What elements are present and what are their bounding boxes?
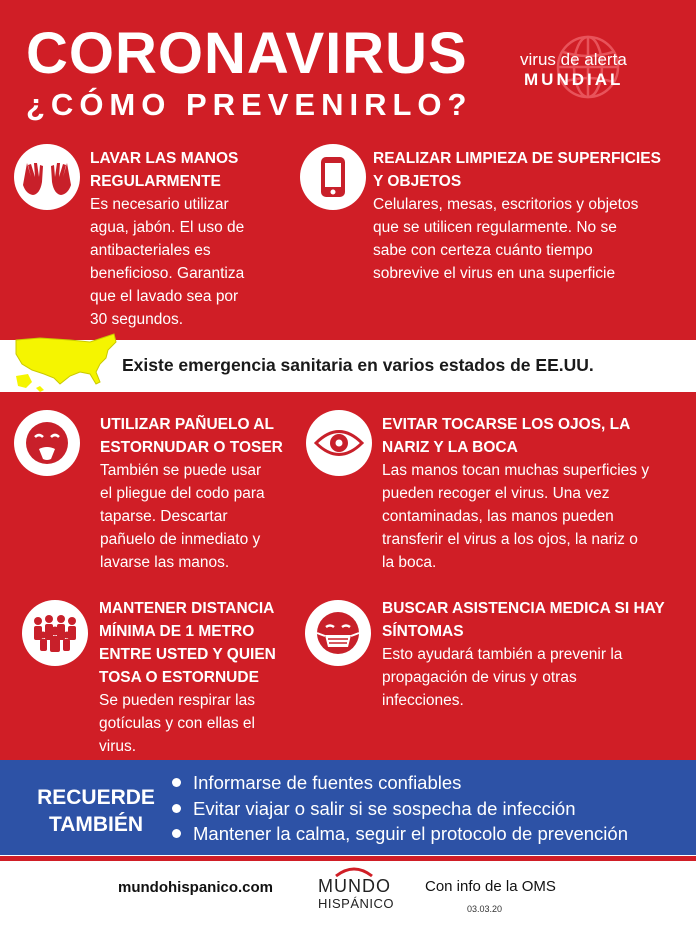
- crowd-icon: [22, 600, 88, 666]
- tip-body: que se utilicen regularmente. No se: [373, 219, 617, 236]
- tip-heading: Y OBJETOS: [373, 173, 462, 190]
- reminder-label-line2: TAMBIÉN: [48, 813, 144, 836]
- tip-body: 30 segundos.: [90, 311, 184, 328]
- tip-heading: SÍNTOMAS: [382, 623, 464, 640]
- footer-divider: [0, 856, 696, 861]
- tip-heading: REALIZAR LIMPIEZA DE SUPERFICIES: [373, 150, 661, 167]
- tip-body: contaminadas, las manos pueden: [382, 508, 614, 525]
- tip-handwashing: [90, 147, 244, 331]
- publish-date: 03.03.20: [467, 904, 503, 914]
- us-map-icon: [10, 328, 122, 396]
- tip-body: agua, jabón. El uso de: [90, 219, 245, 236]
- tip-body: infecciones.: [382, 692, 464, 709]
- reminder-label: [20, 784, 172, 838]
- mask-icon: [305, 600, 371, 666]
- tip-heading: NARIZ Y LA BOCA: [382, 439, 518, 456]
- bullet-icon: [172, 829, 181, 838]
- tip-body: propagación de virus y otras: [382, 669, 577, 686]
- tip-heading: TOSA O ESTORNUDE: [99, 669, 259, 686]
- emergency-banner-text: Existe emergencia sanitaria en varios estados de EE.UU.: [122, 355, 594, 375]
- hands-icon: [14, 144, 80, 210]
- alert-badge-line2: MUNDIAL: [524, 70, 624, 89]
- tip-tissue: [100, 413, 283, 574]
- tip-body: virus.: [99, 738, 137, 755]
- tip-body: el pliegue del codo para: [100, 485, 265, 502]
- tip-heading: ESTORNUDAR O TOSER: [100, 439, 283, 456]
- tip-heading: ENTRE USTED Y QUIEN: [99, 646, 276, 663]
- logo-line2: HISPÁNICO: [318, 896, 395, 911]
- tip-heading: LAVAR LAS MANOS: [90, 150, 239, 167]
- reminder-item-text: Informarse de fuentes confiables: [193, 772, 462, 793]
- tip-body: taparse. Descartar: [100, 508, 228, 525]
- page-subtitle: ¿CÓMO PREVENIRLO?: [26, 87, 473, 122]
- tip-body: sabe con certeza cuánto tiempo: [373, 242, 593, 259]
- reminder-item-text: Evitar viajar o salir si se sospecha de infección: [193, 797, 576, 819]
- source-credit: Con info de la OMS: [425, 878, 556, 895]
- mundo-hispanico-logo: [310, 866, 402, 922]
- tip-body: Celulares, mesas, escritorios y objetos: [373, 196, 639, 213]
- tip-body: que el lavado sea por: [90, 288, 239, 305]
- list-item: [172, 770, 628, 796]
- tip-body: Se pueden respirar las: [99, 692, 255, 709]
- tip-body: pueden recoger el virus. Una vez: [382, 485, 610, 502]
- tip-body: Las manos tocan muchas superficies y: [382, 462, 650, 479]
- page-title: CORONAVIRUS: [26, 21, 468, 86]
- tip-body: antibacteriales es: [90, 242, 211, 259]
- tip-heading: BUSCAR ASISTENCIA MEDICA SI HAY: [382, 600, 665, 617]
- tip-medical-help: [382, 597, 665, 712]
- tip-surface-cleaning: [373, 147, 661, 285]
- list-item: [172, 821, 628, 847]
- tip-heading: REGULARMENTE: [90, 173, 221, 190]
- reminder-list: [172, 770, 628, 847]
- alert-badge-line1: virus de alerta: [520, 50, 627, 69]
- bullet-icon: [172, 804, 181, 813]
- reminder-item-text: Mantener la calma, seguir el protocolo de prevención: [193, 823, 628, 844]
- tip-avoid-touching: [382, 413, 649, 574]
- tip-distance: [99, 597, 276, 758]
- eye-icon: [306, 410, 372, 476]
- tip-heading: UTILIZAR PAÑUELO AL: [100, 416, 274, 433]
- tip-body: lavarse las manos.: [100, 554, 230, 571]
- tip-body: gotículas y con ellas el: [99, 715, 255, 732]
- tip-body: pañuelo de inmediato y: [100, 531, 261, 548]
- reminder-label-line1: RECUERDE: [37, 786, 155, 809]
- phone-icon: [300, 144, 366, 210]
- tip-heading: EVITAR TOCARSE LOS OJOS, LA: [382, 416, 631, 433]
- tip-body: Es necesario utilizar: [90, 196, 229, 213]
- tip-heading: MANTENER DISTANCIA: [99, 600, 275, 617]
- sneeze-icon: [14, 410, 80, 476]
- tip-body: beneficioso. Garantiza: [90, 265, 245, 282]
- tip-body: También se puede usar: [100, 462, 262, 479]
- logo-line1: MUNDO: [318, 876, 391, 896]
- tip-body: sobrevive el virus en una superficie: [373, 265, 616, 282]
- tip-body: transferir el virus a los ojos, la nariz o: [382, 531, 638, 548]
- bullet-icon: [172, 778, 181, 787]
- tip-heading: MÍNIMA DE 1 METRO: [99, 623, 255, 640]
- tip-body: Esto ayudará también a prevenir la: [382, 646, 623, 663]
- tip-body: la boca.: [382, 554, 437, 571]
- list-item: [172, 796, 628, 822]
- site-link[interactable]: mundohispanico.com: [118, 879, 274, 896]
